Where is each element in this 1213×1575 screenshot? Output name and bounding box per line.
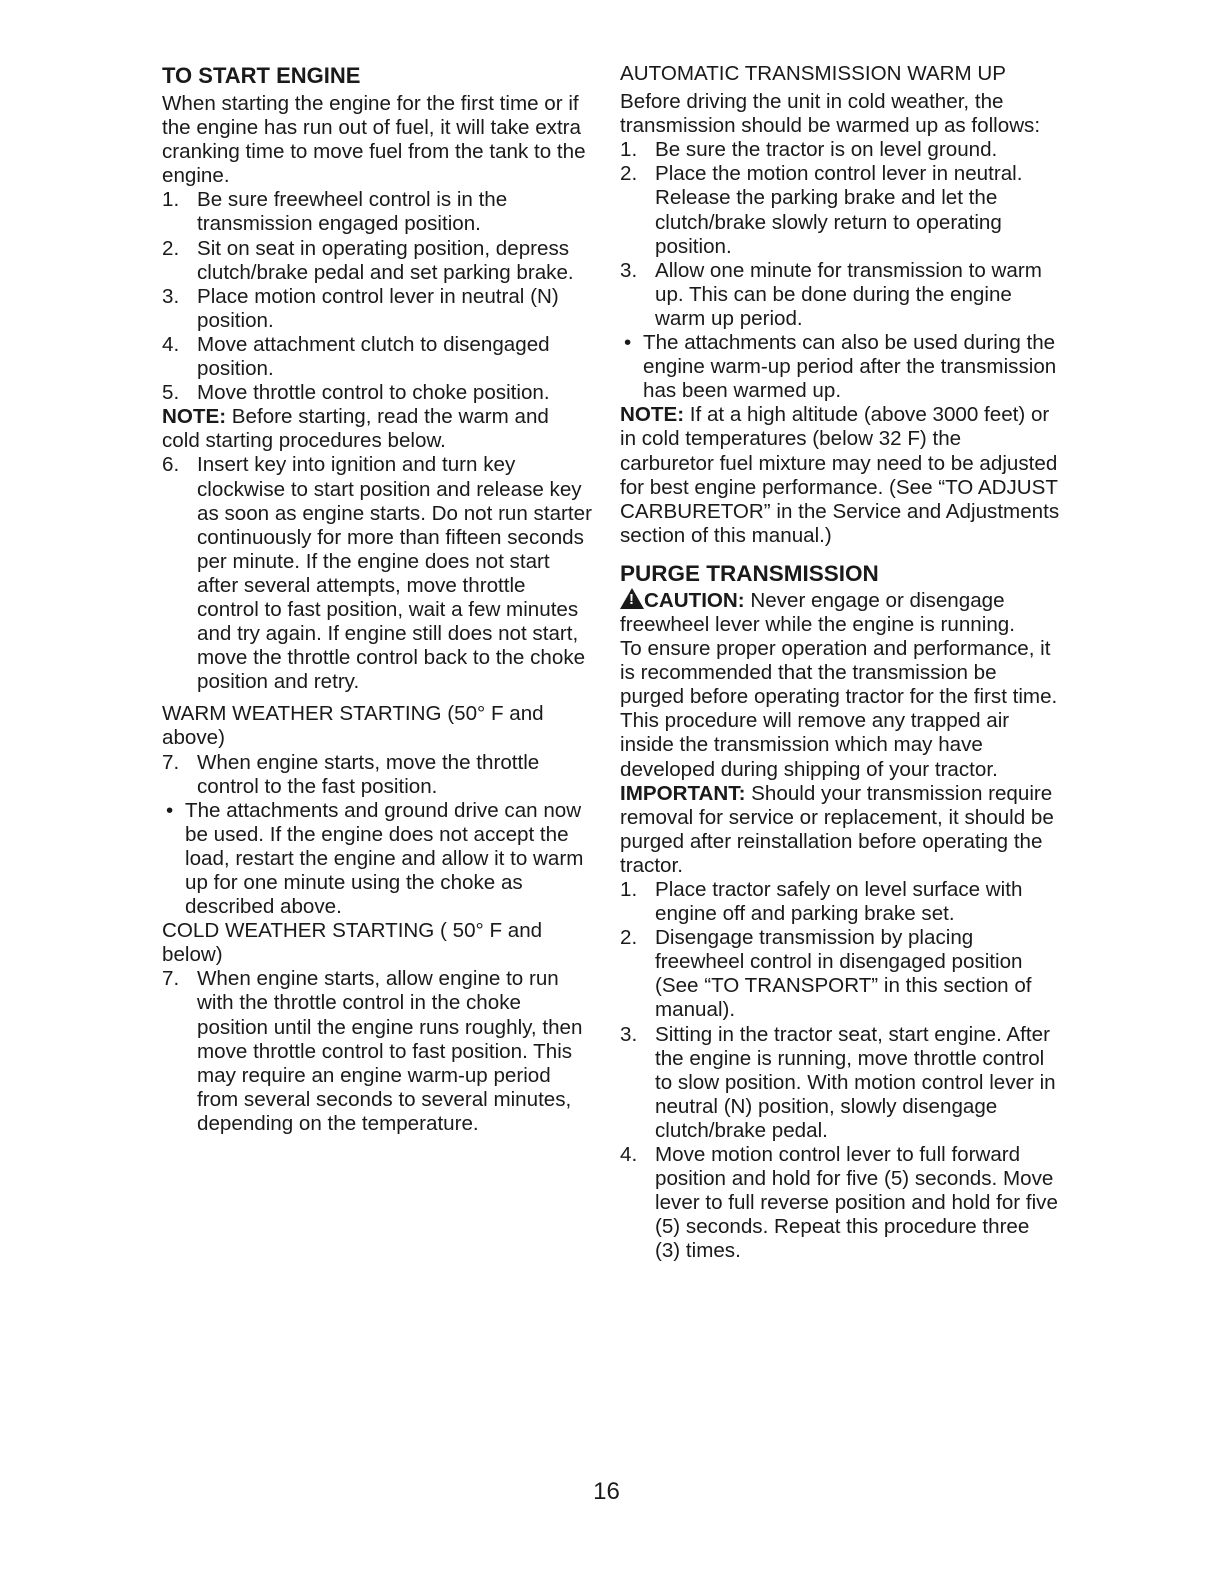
- page-number: 16: [593, 1478, 620, 1505]
- list-item: 3. Allow one minute for transmission to warm up. This can be done during the engine warm up period.: [620, 258, 1042, 330]
- list-item: 7. When engine starts, move the throttle control to the fast position.: [162, 750, 540, 798]
- list-item: 1. Be sure the tractor is on level ground.: [620, 138, 998, 162]
- bullet-item: • The attachments can also be used during the engine warm-up period after the transmission has been warmed up.: [624, 331, 1057, 403]
- list-item: 1. Place tractor safely on level surface with engine off and parking brake set.: [620, 878, 1023, 926]
- section-title-start-engine: TO START ENGINE: [162, 63, 361, 88]
- note-label: NOTE:: [620, 403, 685, 427]
- list-item: 3. Place motion control lever in neutral (N) position.: [162, 284, 559, 332]
- bullet-item: • The attachments and ground drive can now be used. If the engine does not accept the load, restart the engine and allow it to warm up for one minute using the choke as described above.: [166, 798, 584, 919]
- warm-weather-heading: WARM WEATHER STARTING (50° F and above): [162, 702, 544, 750]
- list-item: 2. Sit on seat in operating position, depress clutch/brake pedal and set parking brake.: [162, 236, 574, 284]
- warning-triangle-icon: [620, 588, 644, 609]
- important-label: IMPORTANT:: [620, 781, 746, 805]
- list-item: 5. Move throttle control to choke position.: [162, 381, 550, 405]
- note-label: NOTE:: [162, 405, 227, 429]
- list-item: 6. Insert key into ignition and turn key clockwise to start position and release key as soon as engine starts. Do not run starter continuously for more than fifteen seconds per minute. If the engine does not start after several attempts, move throttle control to fast position, wait a few minutes and try again. If engine still does not start, move the throttle control back to the choke position and retry.: [162, 453, 592, 694]
- list-item: 1. Be sure freewheel control is in the transmission engaged position.: [162, 188, 508, 236]
- important-paragraph: IMPORTANT: Should your transmission require removal for service or replacement, it should be purged after reinstallation before operating the tractor.: [620, 781, 1054, 877]
- list-item: 3. Sitting in the tractor seat, start engine. After the engine is running, move throttle control to slow position. With motion control lever in neutral (N) position, slowly disengage clutch/brake pedal.: [620, 1022, 1056, 1142]
- note-paragraph: NOTE: Before starting, read the warm and cold starting procedures below.: [162, 405, 549, 453]
- purge-intro-paragraph: To ensure proper operation and performance, it is recommended that the transmission be purged before operating tractor for the first time. This procedure will remove any trapped air inside the transmission which may have developed during shipping of your tractor.: [620, 637, 1058, 781]
- auto-transmission-heading: AUTOMATIC TRANSMISSION WARM UP: [620, 62, 1006, 85]
- intro-paragraph: When starting the engine for the first time or if the engine has run out of fuel, it will take extra cranking time to move fuel from the tank to the engine.: [162, 92, 586, 188]
- caution-label: CAUTION:: [644, 588, 745, 612]
- note-paragraph: NOTE: If at a high altitude (above 3000 feet) or in cold temperatures (below 32 F) the carburetor fuel mixture may need to be adjusted for best engine performance. (See “TO ADJUST CARBURETOR” in the Service and Adjustments section of this manual.): [620, 403, 1060, 547]
- caution-paragraph: !CAUTION: Never engage or disengage freewheel lever while the engine is running.: [620, 588, 1060, 637]
- section-title-purge-transmission: PURGE TRANSMISSION: [620, 560, 879, 586]
- auto-intro-paragraph: Before driving the unit in cold weather, the transmission should be warmed up as follows:: [620, 90, 1041, 138]
- list-item: 2. Place the motion control lever in neutral. Release the parking brake and let the clutch/brake slowly return to operating position.: [620, 162, 1023, 258]
- left-column: [162, 62, 592, 1136]
- list-item: 7. When engine starts, allow engine to run with the throttle control in the choke position until the engine runs roughly, then move throttle control to fast position. This may require an engine warm-up period from several seconds to several minutes, depending on the temperature.: [162, 967, 583, 1135]
- list-item: 4. Move attachment clutch to disengaged position.: [162, 332, 550, 381]
- cold-weather-heading: COLD WEATHER STARTING ( 50° F and below): [162, 919, 543, 967]
- list-item: 2. Disengage transmission by placing freewheel control in disengaged position (See “TO TRANSPORT” in this section of manual).: [620, 926, 1032, 1022]
- list-item: 4. Move motion control lever to full forward position and hold for five (5) seconds. Move lever to full reverse position and hold for five (5) seconds. Repeat this procedure three (3) times.: [620, 1143, 1058, 1263]
- right-column: [620, 62, 1060, 1264]
